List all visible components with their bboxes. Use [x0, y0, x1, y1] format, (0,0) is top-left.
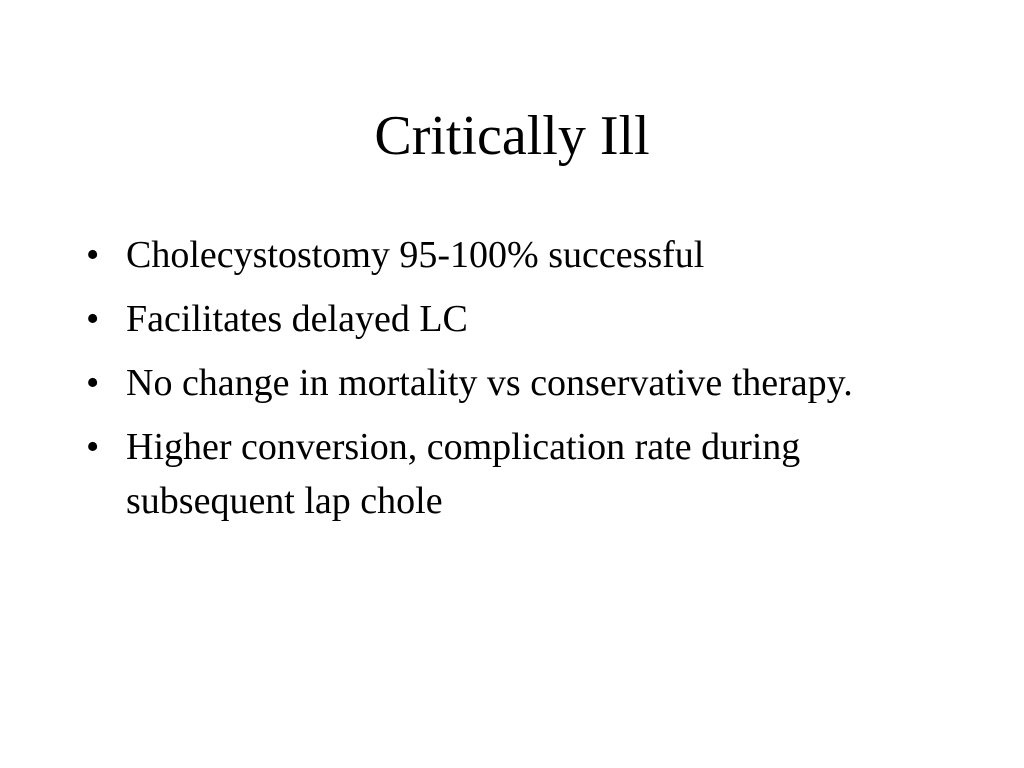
bullet-item: [86, 228, 966, 282]
bullet-text: Higher conversion, complication rate during subsequent lap chole: [126, 426, 801, 522]
bullet-icon: •: [86, 234, 100, 276]
bullet-item: [86, 420, 966, 528]
bullet-item: [86, 292, 966, 346]
bullet-text: Facilitates delayed LC: [126, 298, 468, 340]
bullet-text: No change in mortality vs conservative therapy.: [126, 362, 853, 404]
bullet-icon: •: [86, 362, 100, 404]
bullet-icon: •: [86, 298, 100, 340]
bullet-list: [86, 228, 966, 538]
bullet-item: [86, 356, 966, 410]
slide-title: Critically Ill: [374, 105, 650, 167]
bullet-icon: •: [86, 426, 100, 468]
bullet-text: Cholecystostomy 95-100% successful: [126, 234, 705, 276]
